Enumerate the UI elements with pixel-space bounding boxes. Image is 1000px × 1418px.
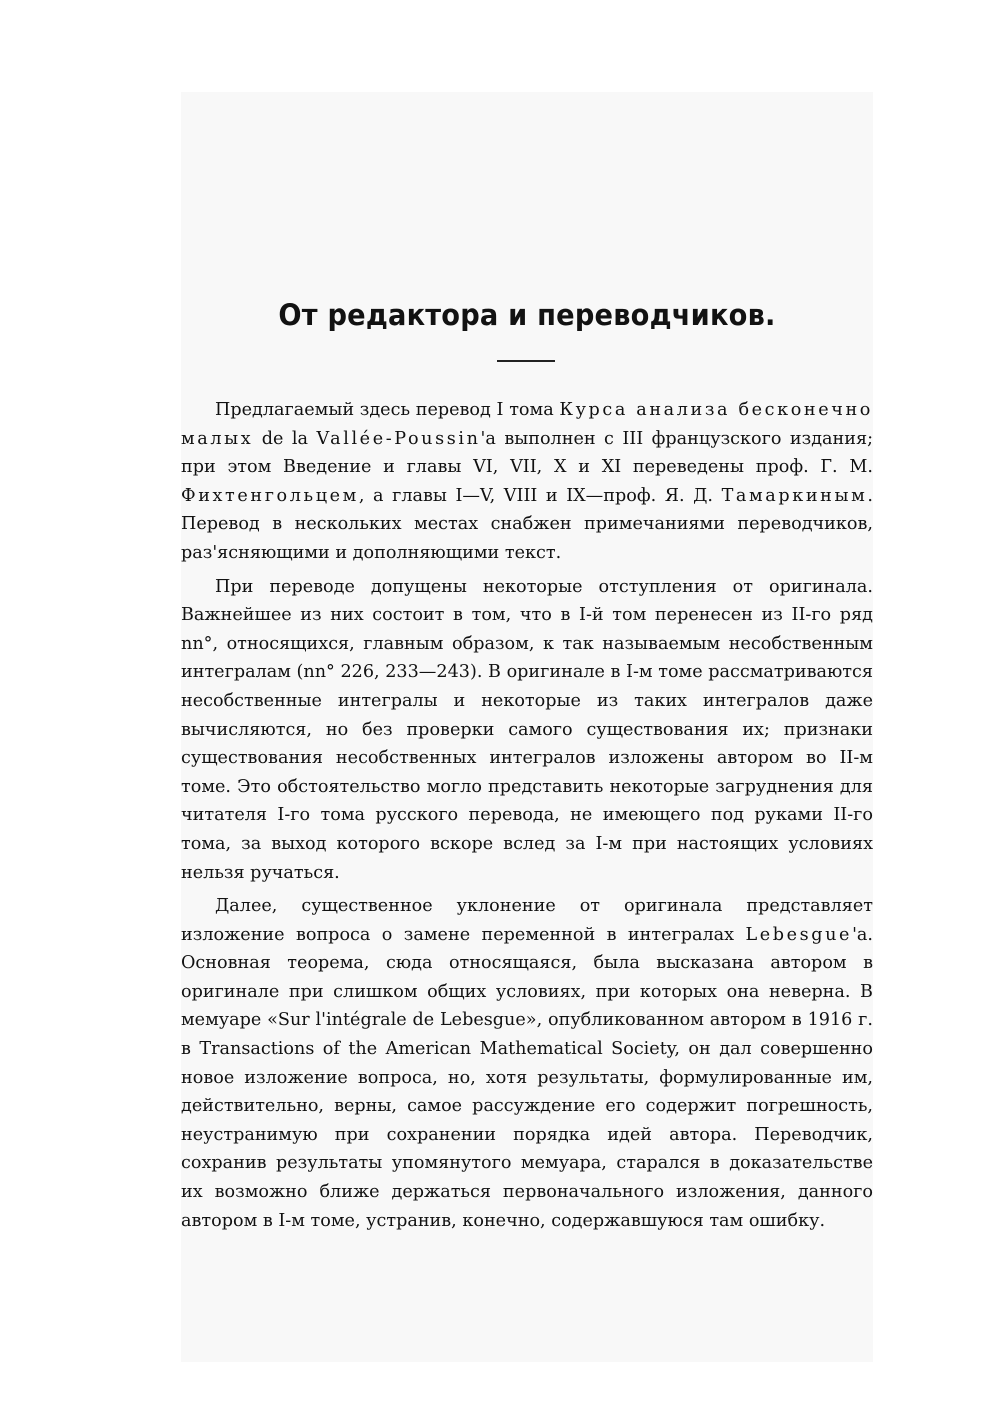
title-divider — [497, 360, 555, 362]
text-run: 'а. Основная теорема, сюда относящаяся, была высказана автором в оригинале при слишком общих условиях, при которых она неверна. В мемуаре «Sur l'intégrale de Lebesgue», опубликованном автором в 1916 г. в Transactions of the American Mathematical Society, он дал совершенно новое изложение вопроса, но, хотя результаты, формулированные им, действительно, верны, самое рассуждение его содержит погрешность, неустранимую при сохранении порядка идей автора. Переводчик, сохранив результаты упомянутого мемуара, старался в доказательстве их возможно ближе держаться первоначального изложения, данного автором в I-м томе, устранив, конечно, содержавшуюся там ошибку. — [181, 924, 873, 1231]
preface-body — [181, 396, 873, 1240]
paragraph-1 — [181, 396, 873, 568]
emphasis-text: Lebesgue — [745, 924, 853, 945]
text-run: Предлагаемый здесь перевод I тома — [215, 400, 560, 420]
emphasis-text: Тамаркиным — [721, 485, 868, 506]
paragraph-2 — [181, 573, 873, 888]
text-run: 'а выполнен с III французского издания; при этом Введение и главы VI, VII, X и XI переведены проф. Г. М. — [181, 428, 873, 478]
emphasis-text: Фихтенгольцем — [181, 485, 359, 506]
text-run: , а главы I—V, VIII и IX—проф. Я. Д. — [358, 485, 722, 506]
page-title: От редактора и переводчиков. — [278, 298, 776, 332]
text-run: Далее, существенное уклонение от оригинала представляет изложение вопроса о замене переменной в интегралах — [181, 896, 873, 945]
emphasis-text: Курса анализа бесконечно малых — [181, 400, 873, 449]
text-run: de la — [253, 428, 317, 449]
paragraph-3 — [181, 892, 873, 1235]
book-page — [181, 92, 873, 1362]
emphasis-text: Vallée-Poussin — [316, 428, 481, 449]
text-run: . Перевод в нескольких местах снабжен примечаниями переводчиков, раз'ясняющими и дополняющими текст. — [181, 485, 873, 563]
text-run: При переводе допущены некоторые отступления от оригинала. Важнейшее из них состоит в том, что в I-й том перенесен из II-го ряд nn°, относящихся, главным образом, к так называемым несобственным интегралам (nn° 226, 233—243). В оригинале в I-м томе рассматриваются несобственные интегралы и некоторые из таких интегралов даже вычисляются, но без проверки самого существования их; признаки существования несобственных интегралов изложены автором во II-м томе. Это обстоятельство могло представить некоторые загруднения для читателя I-го тома русского перевода, не имеющего под руками II-го тома, за выход которого вскоре вслед за I-м при настоящих условиях нельзя ручаться. — [181, 576, 873, 883]
